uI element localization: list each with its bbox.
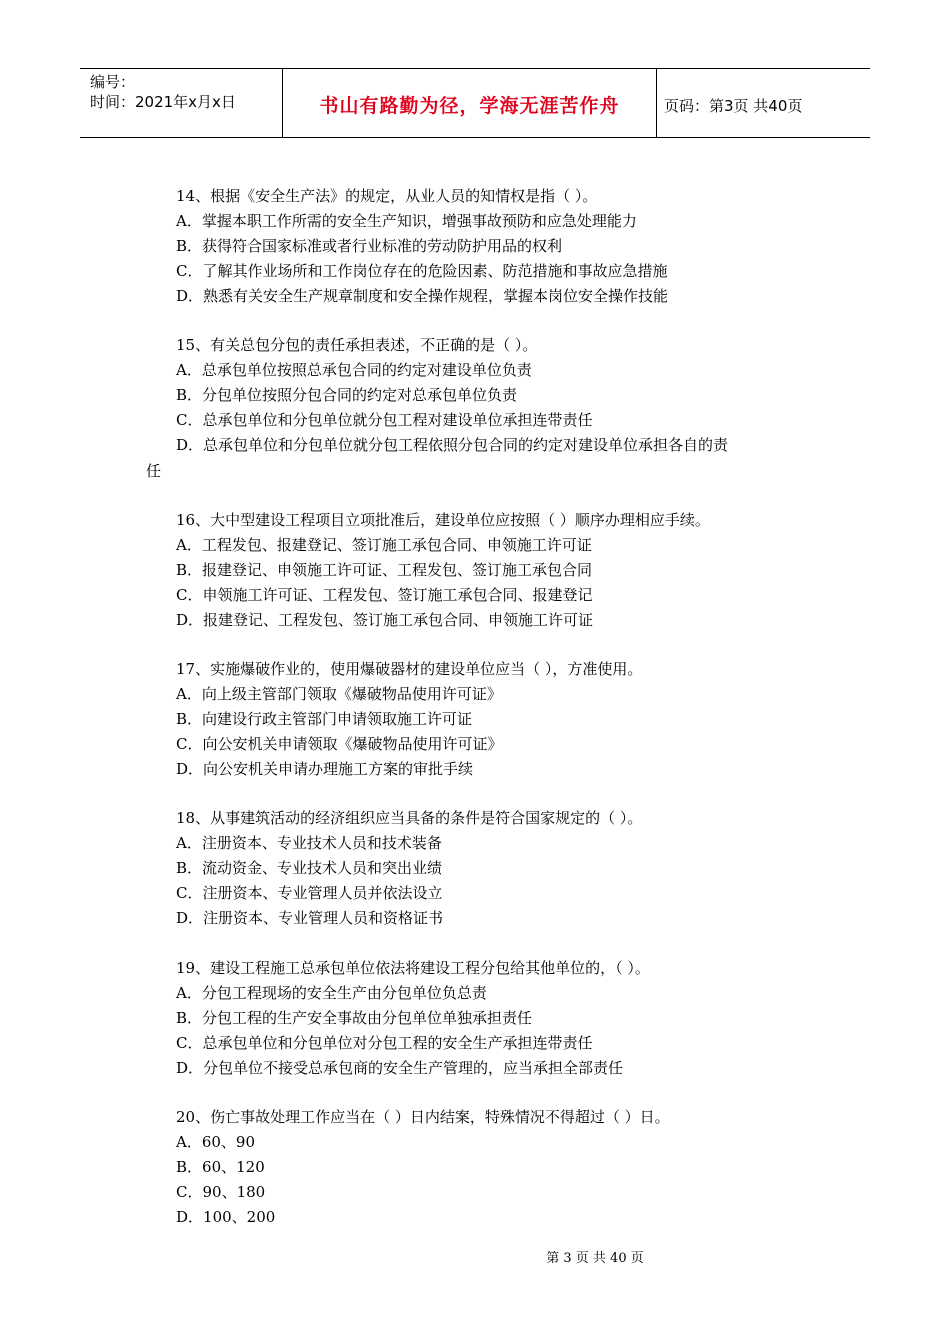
option-d-continuation: 任 [146,462,162,480]
option-a: A．总承包单位按照总承包合同的约定对建设单位负责 [176,361,532,379]
time-label: 时间：2021年x月x日 [90,93,236,111]
option-d: D．熟悉有关安全生产规章制度和安全操作规程，掌握本岗位安全操作技能 [176,287,669,305]
question-stem: 17、实施爆破作业的，使用爆破器材的建设单位应当（ ），方准使用。 [176,660,643,678]
question-stem: 16、大中型建设工程项目立项批准后，建设单位应按照（ ）顺序办理相应手续。 [176,511,710,529]
option-a: A．向上级主管部门领取《爆破物品使用许可证》 [176,685,502,703]
option-d: D．向公安机关申请办理施工方案的审批手续 [176,760,474,778]
option-a: A．60、90 [176,1133,256,1151]
option-c: C．总承包单位和分包单位对分包工程的安全生产承担连带责任 [176,1034,593,1052]
option-a: A．工程发包、报建登记、签订施工承包合同、申领施工许可证 [176,536,592,554]
option-c: C．90、180 [176,1183,266,1201]
document-header [80,68,870,138]
question-stem: 18、从事建筑活动的经济组织应当具备的条件是符合国家规定的（ ）。 [176,809,643,827]
page-footer [0,1247,950,1266]
header-meta-cell [80,69,282,137]
option-c: C．向公安机关申请领取《爆破物品使用许可证》 [176,735,503,753]
page-info: 页码：第3页 共40页 [664,97,803,115]
option-c: C．注册资本、专业管理人员并依法设立 [176,884,443,902]
question-stem: 20、伤亡事故处理工作应当在（ ）日内结案，特殊情况不得超过（ ）日。 [176,1108,670,1126]
option-b: B．报建登记、申领施工许可证、工程发包、签订施工承包合同 [176,561,593,579]
option-b: B．流动资金、专业技术人员和突出业绩 [176,859,443,877]
option-c: C．申领施工许可证、工程发包、签订施工承包合同、报建登记 [176,586,593,604]
option-a: A．分包工程现场的安全生产由分包单位负总责 [176,984,487,1002]
question-stem: 15、有关总包分包的责任承担表述，不正确的是（ ）。 [176,336,538,354]
header-motto-cell [282,69,657,137]
option-d: D．注册资本、专业管理人员和资格证书 [176,909,444,927]
option-b: B．向建设行政主管部门申请领取施工许可证 [176,710,473,728]
header-page-cell [656,69,870,137]
option-a: A．掌握本职工作所需的安全生产知识，增强事故预防和应急处理能力 [176,212,637,230]
option-d: D．100、200 [176,1208,276,1226]
option-d: D．报建登记、工程发包、签订施工承包合同、申领施工许可证 [176,611,594,629]
option-d: D．分包单位不接受总承包商的安全生产管理的，应当承担全部责任 [176,1059,624,1077]
question-stem: 14、根据《安全生产法》的规定，从业人员的知情权是指（ ）。 [176,187,598,205]
number-label: 编号： [90,73,136,91]
option-a: A．注册资本、专业技术人员和技术装备 [176,834,442,852]
option-c: C．了解其作业场所和工作岗位存在的危险因素、防范措施和事故应急措施 [176,262,668,280]
option-b: B．分包单位按照分包合同的约定对总承包单位负责 [176,386,518,404]
option-c: C．总承包单位和分包单位就分包工程对建设单位承担连带责任 [176,411,593,429]
footer-page-number: 第 3 页 共 40 页 [546,1251,644,1266]
motto-text: 书山有路勤为径，学海无涯苦作舟 [319,95,620,117]
option-b: B．60、120 [176,1158,265,1176]
question-stem: 19、建设工程施工总承包单位依法将建设工程分包给其他单位的，（ ）。 [176,959,650,977]
option-b: B．分包工程的生产安全事故由分包单位单独承担责任 [176,1009,533,1027]
option-d: D．总承包单位和分包单位就分包工程依照分包合同的约定对建设单位承担各自的责 [176,436,729,454]
option-b: B．获得符合国家标准或者行业标准的劳动防护用品的权利 [176,237,563,255]
